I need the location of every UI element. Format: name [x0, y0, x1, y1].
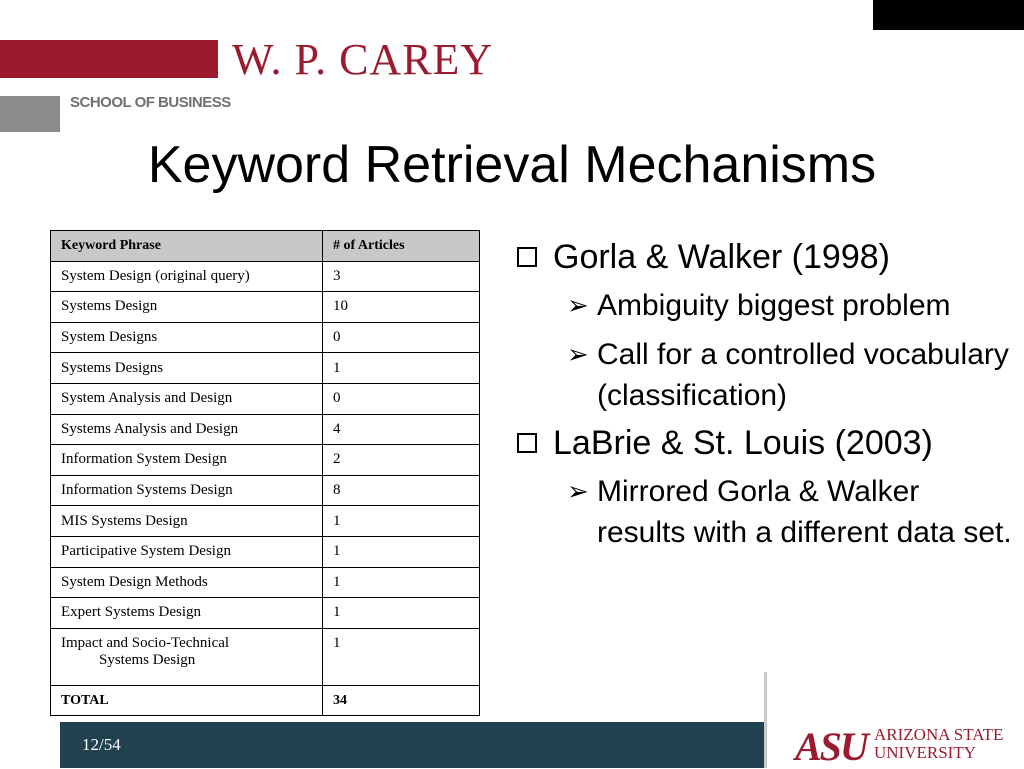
phrase-cell: MIS Systems Design: [51, 506, 323, 537]
bullet-list: [515, 238, 1015, 561]
table-row: [51, 261, 480, 292]
table-row: [51, 628, 480, 685]
table-row: [51, 445, 480, 476]
table-row: [51, 414, 480, 445]
asu-wordmark-line-2: UNIVERSITY: [874, 743, 976, 762]
phrase-cell: System Design (original query): [51, 261, 323, 292]
keyword-table: [50, 230, 480, 716]
table-row: [51, 383, 480, 414]
page-number: 12/54: [82, 735, 121, 754]
count-cell: 0: [323, 322, 480, 353]
count-cell: 1: [323, 628, 480, 685]
phrase-cell: Systems Design: [51, 292, 323, 323]
count-cell: 1: [323, 567, 480, 598]
arrow-bullet-icon: ➢: [567, 290, 589, 320]
count-cell: 2: [323, 445, 480, 476]
sub-bullet-ambiguity: ➢ Ambiguity biggest problem: [515, 285, 1015, 326]
column-header-phrase: Keyword Phrase: [51, 231, 323, 262]
total-label-cell: TOTAL: [51, 685, 323, 716]
header-red-bar: [0, 40, 218, 78]
table-row: [51, 353, 480, 384]
top-corner-bar: [873, 0, 1024, 30]
table-row: [51, 536, 480, 567]
header-gray-bar: [0, 96, 60, 132]
asu-logo-mark: ASU: [795, 724, 867, 769]
phrase-cell: System Designs: [51, 322, 323, 353]
phrase-cell: System Analysis and Design: [51, 383, 323, 414]
phrase-line-2: Systems Design: [99, 651, 196, 668]
phrase-cell: Information System Design: [51, 445, 323, 476]
arrow-bullet-icon: ➢: [567, 339, 589, 369]
count-cell: 1: [323, 506, 480, 537]
phrase-line-1: Impact and Socio-Technical: [61, 634, 230, 651]
footer-divider: [764, 672, 767, 768]
asu-wordmark-line-1: ARIZONA STATE: [874, 725, 1004, 744]
count-cell: 10: [323, 292, 480, 323]
wp-carey-logo: W. P. CAREY: [232, 35, 494, 84]
phrase-cell: System Design Methods: [51, 567, 323, 598]
arrow-bullet-icon: ➢: [567, 476, 589, 506]
bullet-gorla-walker: Gorla & Walker (1998): [515, 238, 1015, 277]
table-row: [51, 506, 480, 537]
count-cell: 4: [323, 414, 480, 445]
bullet-labrie-st-louis: LaBrie & St. Louis (2003): [515, 424, 1015, 463]
table-header-row: [51, 231, 480, 262]
footer-bar: [60, 722, 766, 768]
phrase-cell: Information Systems Design: [51, 475, 323, 506]
table-row: [51, 322, 480, 353]
table-row: [51, 567, 480, 598]
slide-title: Keyword Retrieval Mechanisms: [147, 136, 877, 194]
phrase-cell: [51, 628, 323, 685]
column-header-count: # of Articles: [323, 231, 480, 262]
count-cell: 0: [323, 383, 480, 414]
count-cell: 1: [323, 353, 480, 384]
asu-wordmark: [874, 726, 1003, 762]
count-cell: 1: [323, 598, 480, 629]
total-count-cell: 34: [323, 685, 480, 716]
school-of-business-label: SCHOOL OF BUSINESS: [70, 94, 231, 111]
table-row: [51, 292, 480, 323]
checkbox-bullet-icon: [517, 247, 537, 267]
table-row: [51, 598, 480, 629]
phrase-cell: Systems Designs: [51, 353, 323, 384]
phrase-cell: Participative System Design: [51, 536, 323, 567]
count-cell: 8: [323, 475, 480, 506]
phrase-cell: Expert Systems Design: [51, 598, 323, 629]
phrase-cell: Systems Analysis and Design: [51, 414, 323, 445]
table-total-row: [51, 685, 480, 716]
sub-bullet-controlled-vocabulary: ➢ Call for a controlled vocabulary (classification): [515, 334, 1015, 416]
table-row: [51, 475, 480, 506]
count-cell: 1: [323, 536, 480, 567]
checkbox-bullet-icon: [517, 433, 537, 453]
count-cell: 3: [323, 261, 480, 292]
sub-bullet-mirrored-results: ➢ Mirrored Gorla & Walker results with a different data set.: [515, 471, 1015, 553]
